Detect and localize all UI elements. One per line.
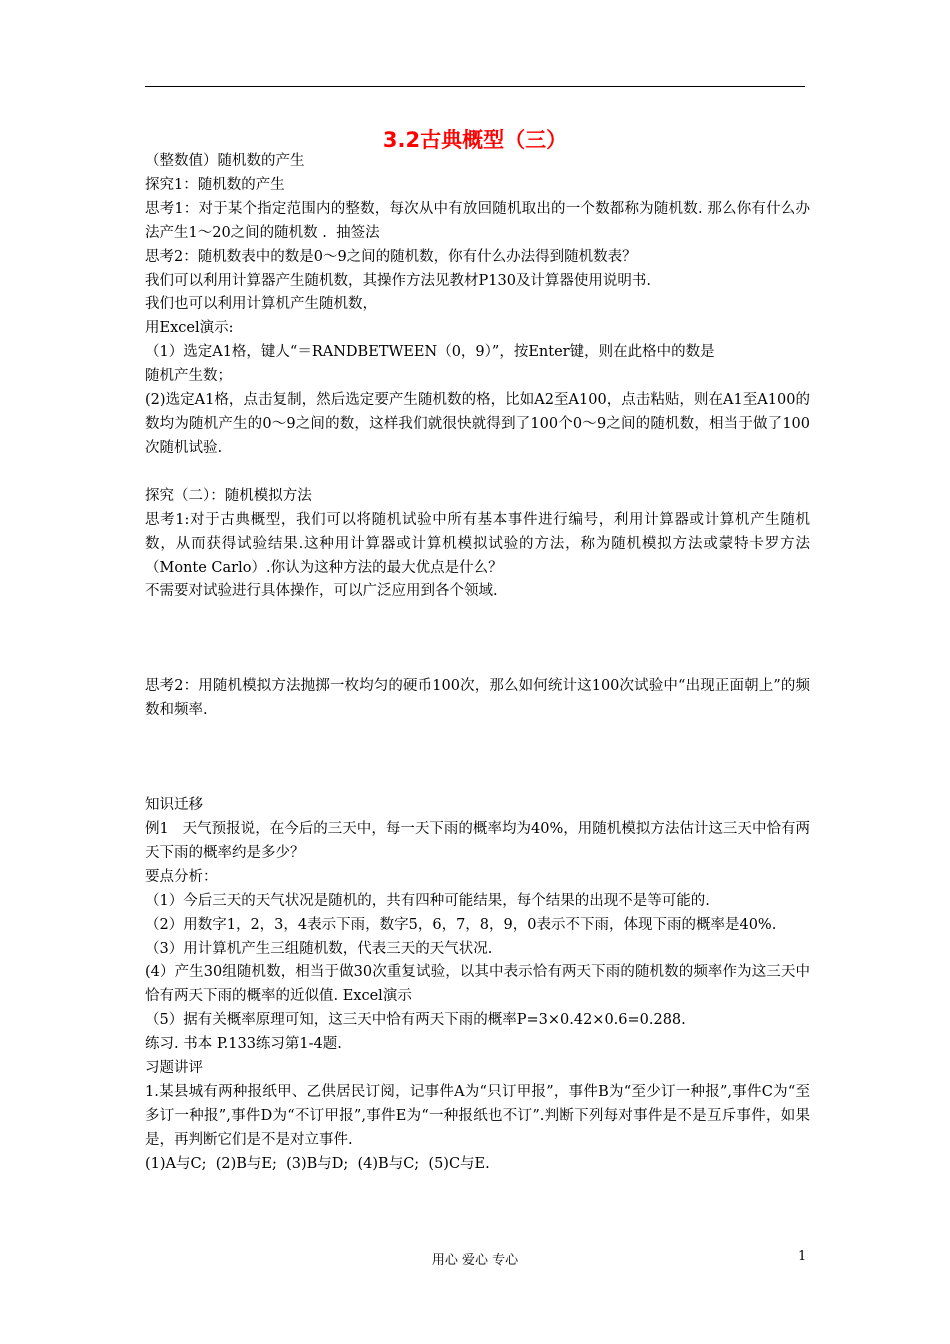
spacer — [145, 604, 810, 675]
document-title: 3.2古典概型（三） — [382, 128, 568, 152]
paragraph: 思考2：随机数表中的数是0～9之间的随机数，你有什么办法得到随机数表？ — [145, 248, 637, 265]
paragraph: 我们也可以利用计算机产生随机数， — [145, 296, 377, 313]
section-heading: 探究1：随机数的产生 — [145, 176, 285, 193]
subtitle-line: （整数值）随机数的产生 — [145, 153, 305, 169]
paragraph: 思考1:对于古典概型，我们可以将随机试验中所有基本事件进行编号，利用计算器或计算机产生随机数，从而获得试验结果.这种用计算器或计算机模拟试验的方法，称为随机模拟方法或蒙特卡罗方法（Monte Carlo）.你认为这种方法的最大优点是什么？ — [145, 511, 810, 576]
header-rule — [145, 86, 805, 87]
paragraph: （2）用数字1，2，3，4表示下雨，数字5，6，7，8，9，0表示不下雨，体现下雨的概率是40%. — [145, 916, 777, 933]
section-heading: 探究（二）：随机模拟方法 — [145, 487, 312, 504]
paragraph: (4）产生30组随机数，相当于做30次重复试验，以其中表示恰有两天下雨的随机数的频率作为这三天中恰有两天下雨的概率的近似值. Excel演示 — [145, 964, 810, 1005]
paragraph: 例1 天气预报说，在今后的三天中，每一天下雨的概率均为40%，用随机模拟方法估计这三天中恰有两天下雨的概率约是多少？ — [145, 821, 810, 861]
paragraph: 用Excel演示: — [145, 320, 234, 337]
document-body — [145, 150, 810, 1177]
spacer — [145, 723, 810, 794]
paragraph: 不需要对试验进行具体操作，可以广泛应用到各个领域. — [145, 583, 498, 600]
paragraph: (2)选定A1格，点击复制，然后选定要产生随机数的格，比如A2至A100，点击粘贴，则在A1至A100的数均为随机产生的0～9之间的数，这样我们就很快就得到了100个0～9之间的随机数，相当于做了100次随机试验. — [145, 392, 810, 456]
paragraph: 练习. 书本 P.133练习第1-4题. — [145, 1036, 342, 1053]
paragraph: 思考2：用随机模拟方法抛掷一枚均匀的硬币100次，那么如何统计这100次试验中“出现正面朝上”的频数和频率. — [145, 678, 810, 719]
paragraph: （1）选定A1格，键人“＝RANDBETWEEN（0，9）”，按Enter键，则在此格中的数是 — [145, 344, 715, 361]
paragraph: （1）今后三天的天气状况是随机的，共有四种可能结果，每个结果的出现不是等可能的. — [145, 892, 710, 909]
paragraph: 思考1：对于某个指定范围内的整数，每次从中有放回随机取出的一个数都称为随机数. 那么你有什么办法产生1～20之间的随机数 . 抽签法 — [145, 200, 810, 241]
paragraph: (1)A与C; (2)B与E; (3)B与D; (4)B与C; (5)C与E. — [145, 1155, 490, 1172]
section-heading: 习题讲评 — [145, 1060, 203, 1077]
page-number: 1 — [798, 1249, 807, 1264]
paragraph: 我们可以利用计算器产生随机数，其操作方法见教材P130及计算器使用说明书. — [145, 272, 652, 289]
spacer — [145, 461, 810, 485]
page-footer: 用心 爱心 专心 — [431, 1253, 519, 1268]
paragraph: 1.某县城有两种报纸甲、乙供居民订阅，记事件A为“只订甲报”，事件B为“至少订一种报”,事件C为“至多订一种报”,事件D为“不订甲报”,事件E为“一种报纸也不订”.判断下列每对事件是不是互斥事件，如果是，再判断它们是不是对立事件. — [145, 1084, 810, 1148]
paragraph: 随机产生数； — [145, 368, 232, 385]
paragraph: （5）据有关概率原理可知，这三天中恰有两天下雨的概率P=3×0.42×0.6=0.288. — [145, 1012, 686, 1029]
paragraph: （3）用计算机产生三组随机数，代表三天的天气状况. — [145, 940, 493, 957]
section-heading: 知识迁移 — [145, 797, 203, 814]
paragraph: 要点分析： — [145, 868, 218, 885]
